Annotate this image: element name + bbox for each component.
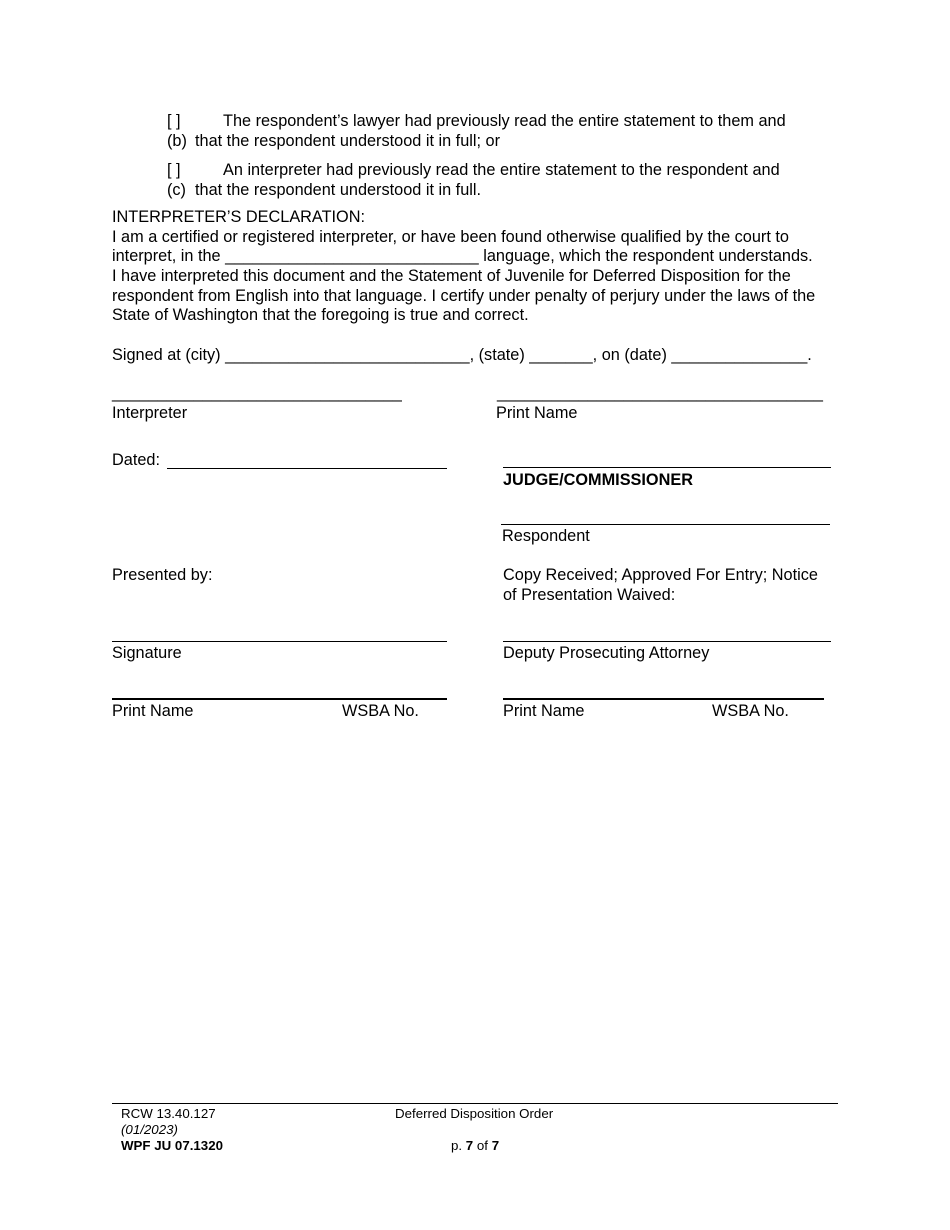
- page-current: 7: [465, 1138, 474, 1153]
- footer-title: Deferred Disposition Order: [395, 1106, 554, 1121]
- presenter-signature-line[interactable]: [112, 641, 447, 642]
- footer-date: (01/2023): [121, 1122, 178, 1137]
- declaration-line-5: State of Washington that the foregoing is true and correct.: [112, 306, 529, 324]
- prosecutor-signature-line[interactable]: [503, 641, 831, 642]
- footer-rcw: RCW 13.40.127: [121, 1106, 216, 1121]
- option-c-text-line1: An interpreter had previously read the entire statement to the respondent and: [223, 161, 780, 179]
- judge-commissioner-label: JUDGE/COMMISSIONER: [503, 471, 693, 489]
- prosecutor-print-name-line[interactable]: [503, 698, 824, 700]
- presented-by-label: Presented by:: [112, 566, 213, 584]
- footer-page-number: [451, 1138, 499, 1154]
- presenter-print-name-line[interactable]: [112, 698, 447, 700]
- judge-signature-line[interactable]: [503, 467, 831, 468]
- signed-at-line[interactable]: Signed at (city) ___________________________, (state) _______, on (date) _______________.: [112, 346, 812, 364]
- footer-form-id: WPF JU 07.1320: [121, 1138, 223, 1153]
- declaration-line-4: respondent from English into that language. I certify under penalty of perjury under the laws of the: [112, 287, 816, 305]
- copy-received-line-1: Copy Received; Approved For Entry; Notice: [503, 566, 818, 584]
- page-of: of: [473, 1138, 492, 1153]
- respondent-label: Respondent: [502, 527, 590, 545]
- presenter-wsba-label: WSBA No.: [342, 702, 419, 720]
- page-prefix: p.: [451, 1138, 466, 1153]
- interpreter-print-name-blank[interactable]: ____________________________________: [497, 384, 823, 402]
- copy-received-line-2: of Presentation Waived:: [503, 586, 676, 604]
- declaration-line-2-end: language, which the respondent understands.: [478, 247, 813, 265]
- option-c-marker: [ ] (c): [167, 161, 186, 199]
- prosecutor-wsba-label: WSBA No.: [712, 702, 789, 720]
- respondent-signature-line[interactable]: [501, 524, 830, 525]
- deputy-prosecuting-attorney-label: Deputy Prosecuting Attorney: [503, 644, 710, 662]
- declaration-line-2-start: interpret, in the: [112, 247, 226, 265]
- declaration-line-2: [112, 247, 813, 267]
- interpreter-label: Interpreter: [112, 404, 188, 422]
- interpreter-print-name-label: Print Name: [496, 404, 578, 422]
- option-b-text-line2: that the respondent understood it in full; or: [195, 132, 501, 150]
- declaration-line-3: I have interpreted this document and the Statement of Juvenile for Deferred Disposition for the: [112, 267, 791, 285]
- option-b-marker: [ ] (b): [167, 112, 187, 150]
- declaration-line-1: I am a certified or registered interpreter, or have been found otherwise qualified by the court to: [112, 228, 789, 246]
- dated-label: Dated:: [112, 451, 160, 469]
- interpreter-signature-blank[interactable]: ________________________________: [112, 384, 402, 402]
- option-b-text-line1: The respondent’s lawyer had previously read the entire statement to them and: [223, 112, 786, 130]
- option-c-text-line2: that the respondent understood it in full.: [195, 181, 482, 199]
- signature-label: Signature: [112, 644, 182, 662]
- page-total: 7: [491, 1138, 500, 1153]
- footer-divider: [112, 1103, 838, 1104]
- language-blank[interactable]: ____________________________: [225, 247, 479, 265]
- dated-signature-line[interactable]: [167, 468, 447, 469]
- prosecutor-print-name-label: Print Name: [503, 702, 585, 720]
- declaration-heading: INTERPRETER’S DECLARATION:: [112, 208, 365, 226]
- presenter-print-name-label: Print Name: [112, 702, 194, 720]
